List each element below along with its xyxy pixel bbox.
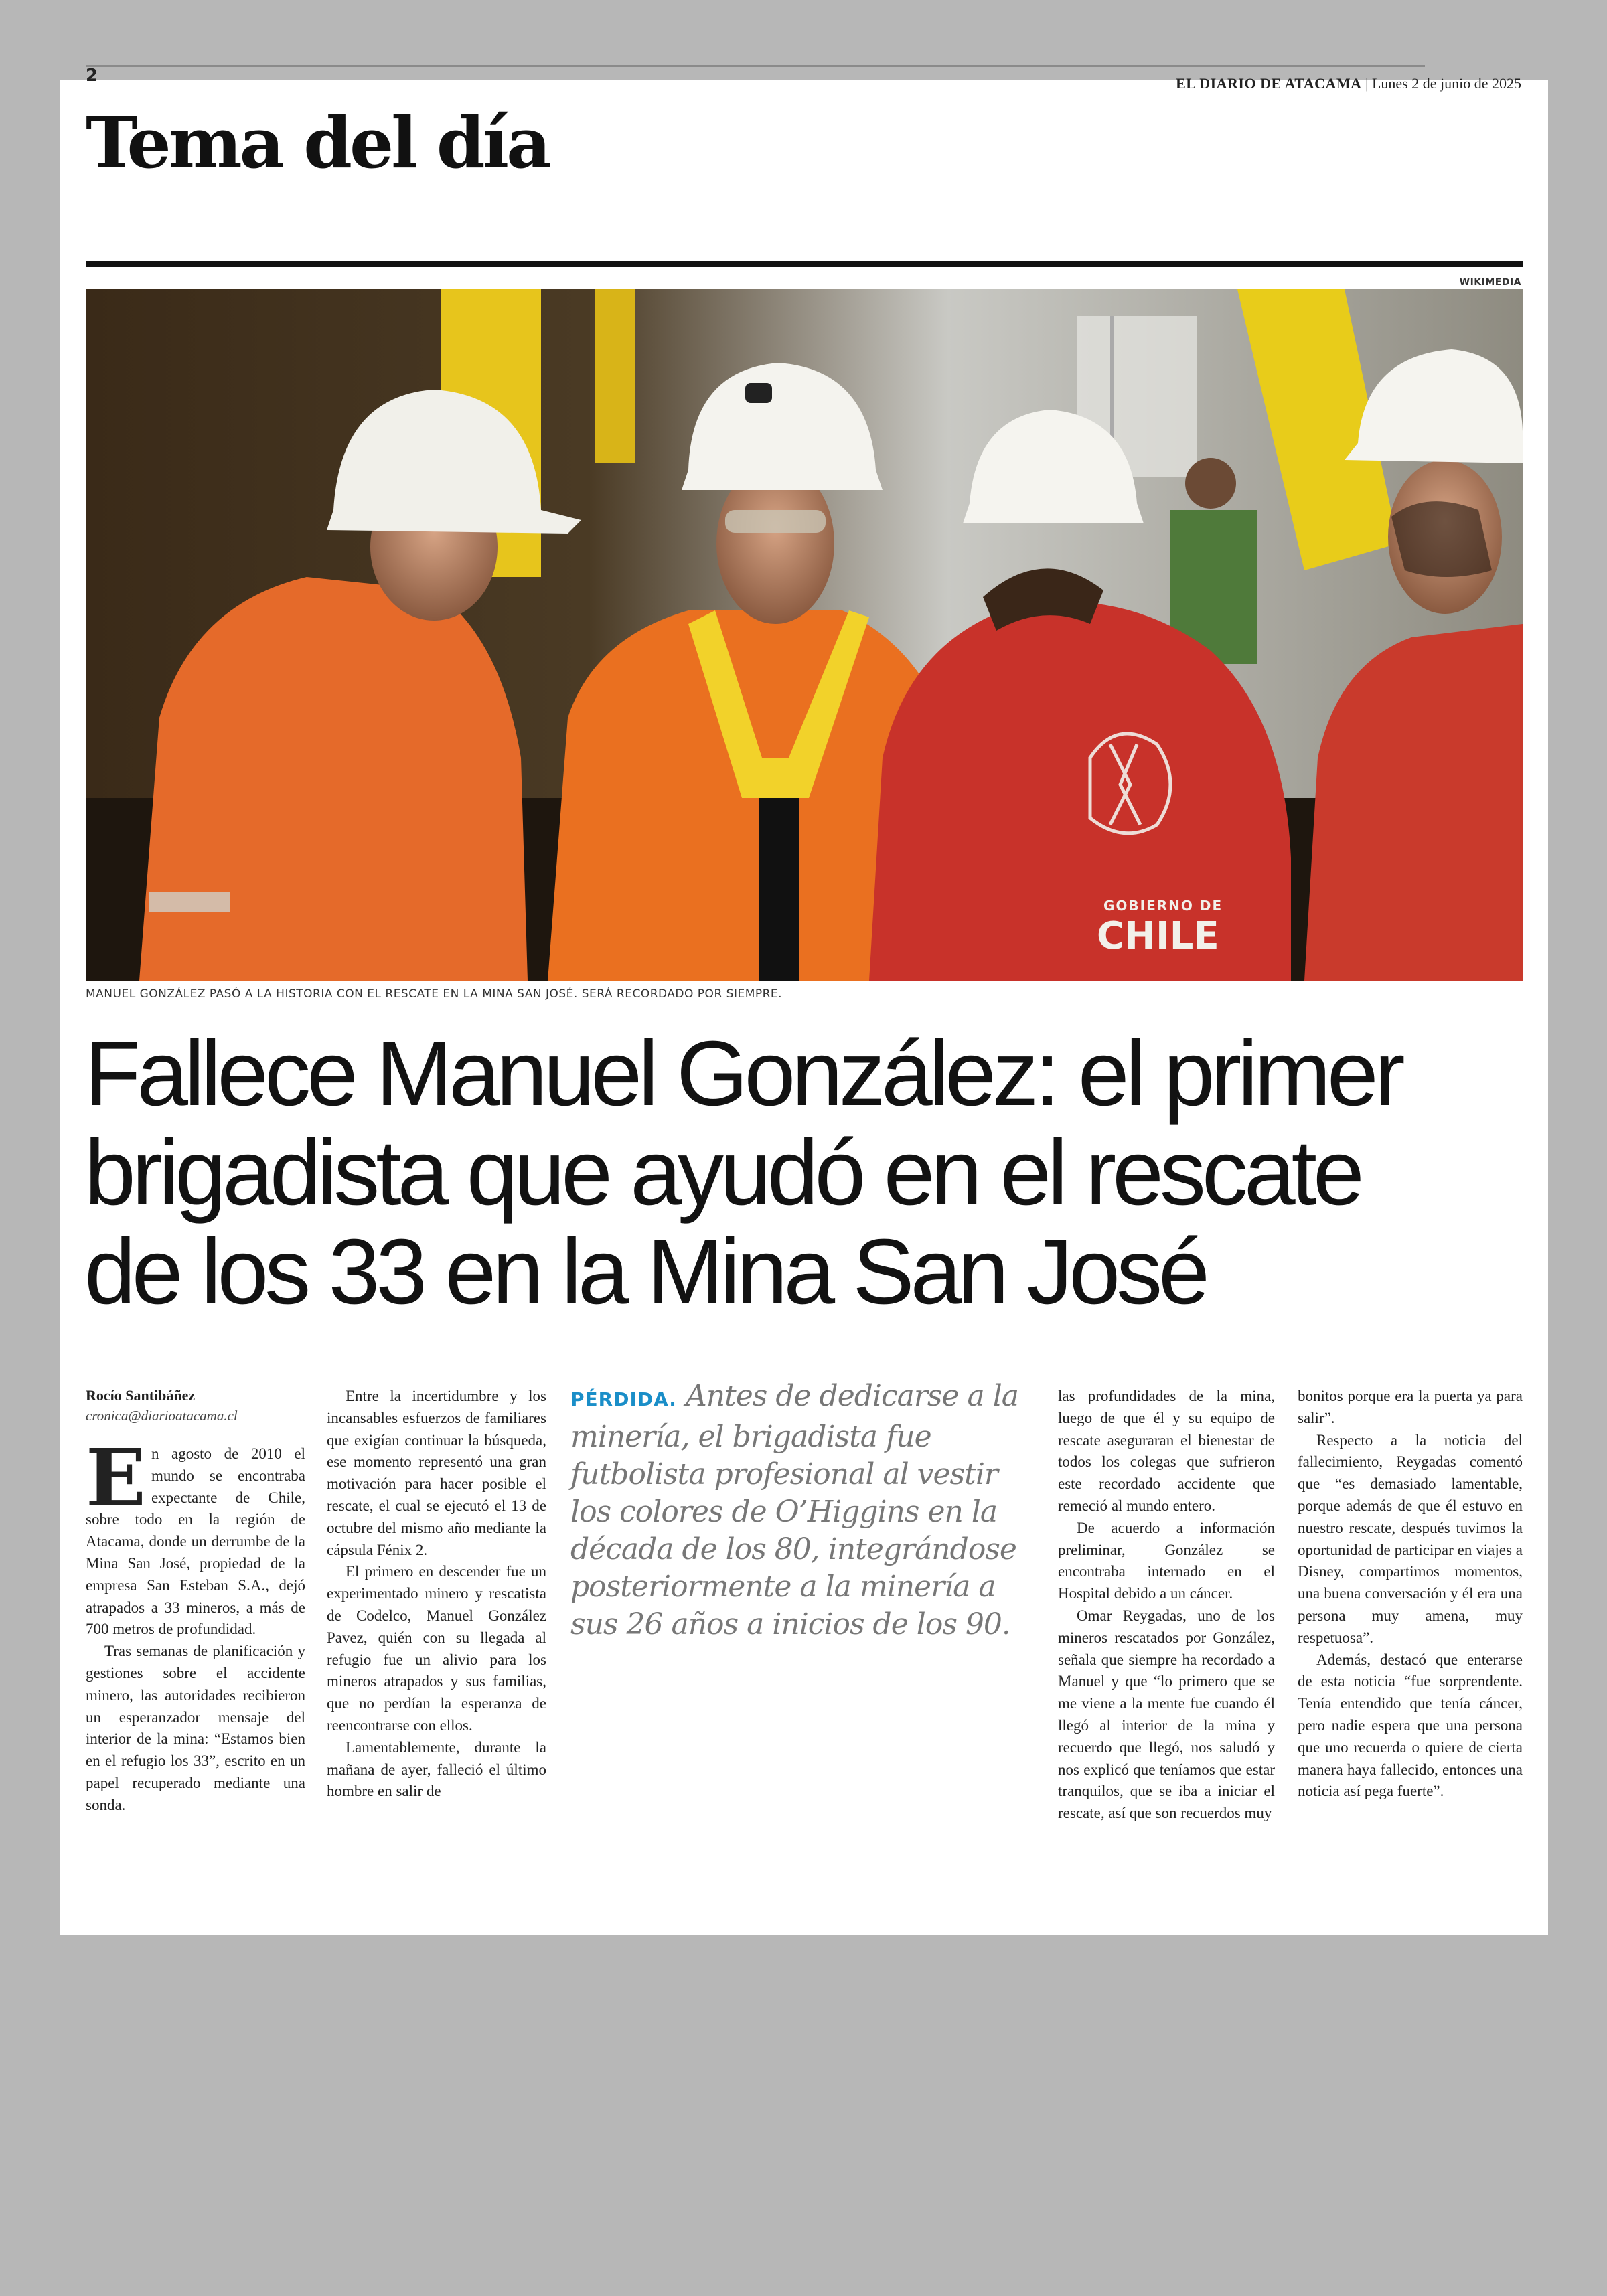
article-column-3: [1058, 1386, 1275, 1825]
jacket-text-large: CHILE: [1097, 914, 1219, 958]
newspaper-page: [60, 66, 1548, 1935]
running-head: [1176, 75, 1521, 92]
rescue-photo-illustration: [86, 289, 1523, 981]
article-paragraph: Lamentablemente, durante la mañana de ayer, falleció el último hombre en salir de: [327, 1738, 546, 1800]
article-paragraph: Tras semanas de planificación y gestiones sobre el accidente minero, las autoridades recibieron un esperanzador mensaje del interior de la mina: “Estamos bien en el refugio los 33”, escrito en un papel recuperado mediante una sonda.: [86, 1643, 305, 1813]
byline-name: Rocío Santibáñez: [86, 1387, 196, 1404]
article-column-4: [1298, 1386, 1523, 1803]
headline-line-2: brigadista que ayudó en el rescate: [84, 1121, 1361, 1224]
section-rule: [86, 261, 1523, 267]
paper-name: EL DIARIO DE ATACAMA: [1176, 75, 1362, 92]
running-head-separator: |: [1365, 75, 1372, 92]
rescue-photo: [86, 289, 1523, 981]
page-number: 2: [86, 66, 98, 86]
headline: [84, 1024, 1531, 1321]
byline-email: cronica@diarioatacama.cl: [86, 1408, 238, 1424]
article-paragraph: El primero en descender fue un experimentado minero y rescatista de Codelco, Manuel González Pavez, quién con su llegada al refugio fue un alivio para los mineros atrapados y sus familias, que no perdían la esperanza de reencontrarse con ellos.: [327, 1563, 546, 1734]
article-paragraph: Además, destacó que enterarse de esta noticia “fue sorprendente. Tenía entendido que tenía cáncer, pero nadie espera que una persona que uno recuerda o quiere de cierta manera haya fallecido, entonces una noticia así pega fuerte”.: [1298, 1651, 1523, 1800]
pull-quote-kicker: PÉRDIDA.: [570, 1388, 677, 1410]
top-rule: [86, 65, 1425, 67]
pull-quote: [570, 1378, 1035, 1643]
headline-line-3: de los 33 en la Mina San José: [84, 1220, 1206, 1323]
drop-cap: E: [86, 1431, 146, 1524]
article-paragraph: Entre la incertidumbre y los incansables esfuerzos de familiares que exigían continuar la búsqueda, ese momento representó una gran motivación para hacer posible el rescate, el cual se ejecutó el 13 de octubre del mismo año mediante la cápsula Fénix 2.: [327, 1388, 546, 1558]
pull-quote-text: Antes de dedicarse a la minería, el brigadista fue futbolista profesional al vestir los colores de O’Higgins en la década de los 80, integrándose posteriormente a la minería a sus 26 años a inicios de los 90.: [570, 1379, 1019, 1641]
article-paragraph: bonitos porque era la puerta ya para salir”.: [1298, 1388, 1523, 1426]
article-paragraph-text: n agosto de 2010 el mundo se encontraba expectante de Chile, sobre todo en la región de Atacama, donde un derrumbe de la Mina San José, propiedad de la empresa San Esteban S.A., dejó atrapados a 33 mineros, a más de 700 metros de profundidad.: [86, 1445, 305, 1638]
headline-line-1: Fallece Manuel González: el primer: [84, 1022, 1401, 1125]
article-paragraph: De acuerdo a información preliminar, González se encontraba internado en el Hospital debido a un cáncer.: [1058, 1519, 1275, 1603]
section-title: Tema del día: [86, 102, 549, 184]
article-paragraph: [86, 1431, 305, 1641]
article-column-1: [86, 1386, 305, 1817]
article-column-2: [327, 1386, 546, 1803]
photo-credit: WIKIMEDIA: [1459, 277, 1521, 288]
article-paragraph: Respecto a la noticia del fallecimiento, Reygadas comentó que “es demasiado lamentable, porque además de que él estuvo en nuestro rescate, después tuvimos la oportunidad de participar en viajes a Disney, compartimos momentos, una buena conversación y él era una persona muy amena, muy respetuosa”.: [1298, 1431, 1523, 1646]
issue-date: Lunes 2 de junio de 2025: [1371, 75, 1521, 92]
jacket-text-small: GOBIERNO DE: [1103, 898, 1223, 914]
photo-caption: MANUEL GONZÁLEZ PASÓ A LA HISTORIA CON EL RESCATE EN LA MINA SAN JOSÉ. SERÁ RECORDADO POR SIEMPRE.: [86, 987, 783, 1001]
article-paragraph: las profundidades de la mina, luego de que él y su equipo de rescate aseguraran el bienestar de todos los colegas que sufrieron este recordado accidente que remeció al mundo entero.: [1058, 1388, 1275, 1514]
article-paragraph: Omar Reygadas, uno de los mineros rescatados por González, señala que siempre ha recordado a Manuel y que “lo primero que se me viene a la mente fue cuando él llegó al interior de la mina y recuerdo que llegó, nos saludó y nos explicó que teníamos que estar tranquilos, que se iba a iniciar el rescate, así que son recuerdos muy: [1058, 1607, 1275, 1822]
